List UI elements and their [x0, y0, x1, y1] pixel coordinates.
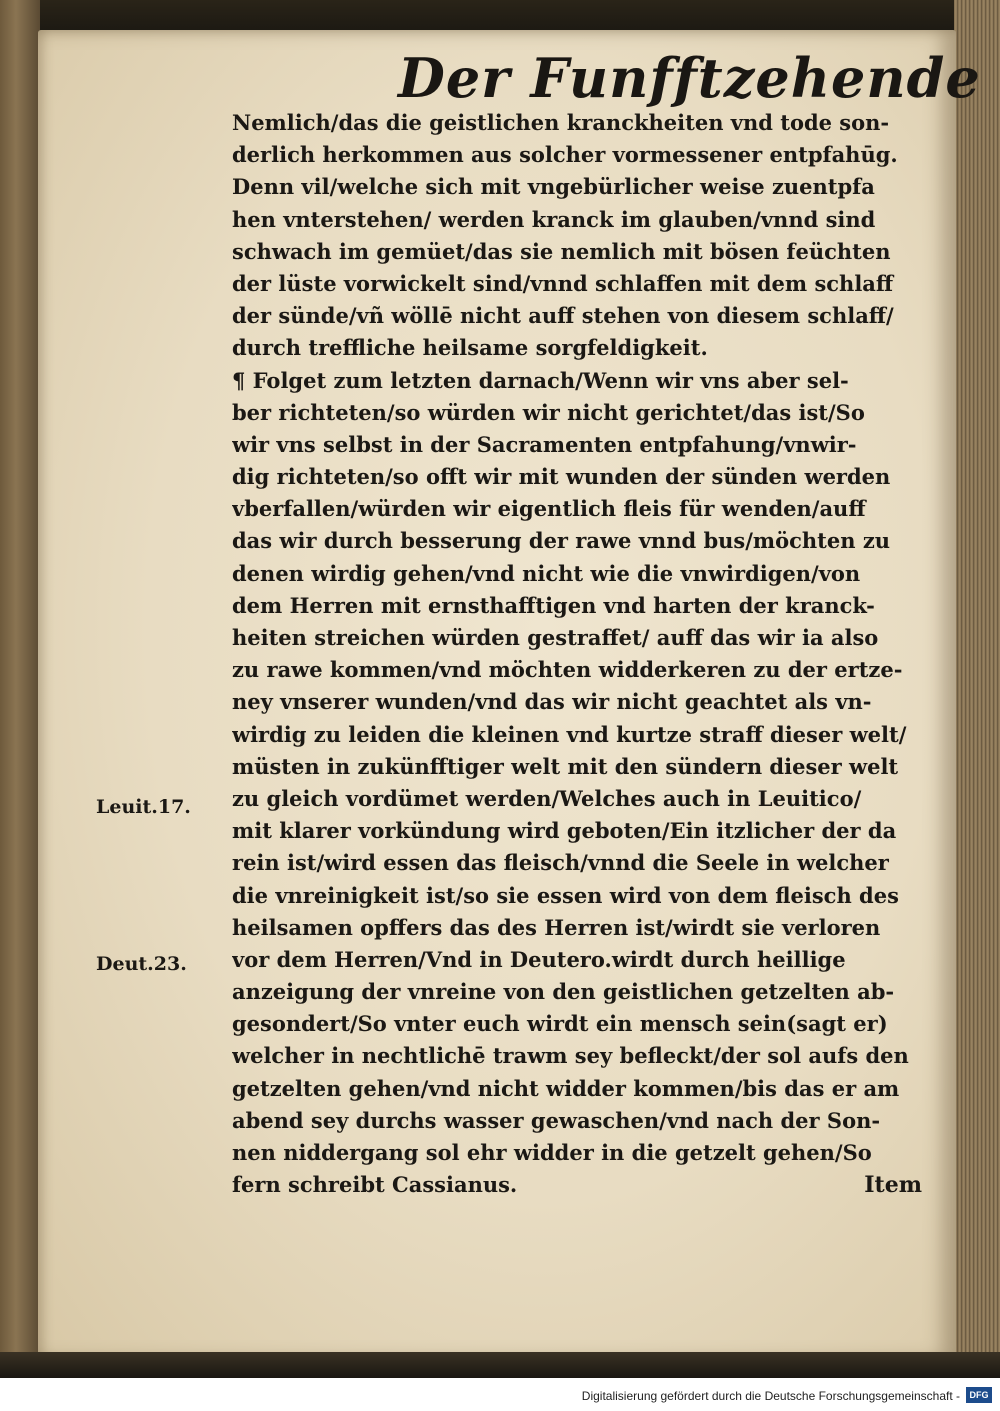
text-line: schwach im gemüet/das sie nemlich mit bösen feüchten: [232, 238, 891, 264]
catchword: Item: [864, 1172, 922, 1198]
margin-note-deuteronomy: Deut.23.: [96, 953, 187, 975]
footer-bar: [0, 1378, 1000, 1411]
book-top-edge: [0, 0, 1000, 34]
text-line: heiten streichen würden gestraffet/ auff das wir ia also: [232, 625, 879, 650]
text-line: vberfallen/würden wir eigentlich fleis für wenden/auff: [232, 496, 866, 522]
text-line: wir vns selbst in der Sacramenten entpfahung/vnwir-: [232, 431, 857, 457]
funding-notice: Digitalisierung gefördert durch die Deutsche Forschungsgemeinschaft -: [581, 1389, 960, 1403]
body-text: [232, 107, 922, 1201]
text-line: anzeigung der vnreine von den geistlichen getzelten ab-: [232, 979, 895, 1005]
text-line: wirdig zu leiden die kleinen vnd kurtze straff dieser welt/: [232, 721, 907, 747]
text-line: hen vnterstehen/ werden kranck im glauben/vnnd sind: [232, 206, 876, 232]
text-line: fern schreibt Cassianus.: [232, 1172, 518, 1198]
book-bottom-edge: [0, 1352, 1000, 1378]
text-line: Nemlich/das die geistlichen kranckheiten vnd tode son-: [232, 110, 890, 135]
text-line: dem Herren mit ernsthafftigen vnd harten der kranck-: [232, 592, 875, 618]
text-line: das wir durch besserung der rawe vnnd bus/möchten zu: [232, 528, 891, 554]
text-line: ber richteten/so würden wir nicht gerichtet/das ist/So: [232, 399, 865, 425]
text-line: getzelten gehen/vnd nicht widder kommen/bis das er am: [232, 1075, 900, 1101]
text-line: mit klarer vorkündung wird geboten/Ein itzlicher der da: [232, 818, 897, 844]
running-heading: Der Funfftzehende: [398, 46, 981, 110]
text-line: durch treffliche heilsame sorgfeldigkeit.: [232, 335, 708, 361]
text-line: der lüste vorwickelt sind/vnnd schlaffen mit dem schlaff: [232, 270, 894, 296]
text-line: abend sey durchs wasser gewaschen/vnd nach der Son-: [232, 1107, 881, 1133]
margin-note-leviticus: Leuit.17.: [96, 796, 191, 818]
text-line: zu gleich vordümet werden/Welches auch in Leuitico/: [232, 785, 862, 811]
text-line: die vnreinigkeit ist/so sie essen wird von dem fleisch des: [232, 882, 899, 908]
text-line: ney vnserer wunden/vnd das wir nicht geachtet als vn-: [232, 689, 872, 715]
book-page-edges: [954, 0, 1000, 1378]
text-line: nen niddergang sol ehr widder in die getzelt gehen/So: [232, 1140, 872, 1165]
text-line: Denn vil/welche sich mit vngebürlicher weise zuentpfa: [232, 174, 875, 200]
text-line: derlich herkommen aus solcher vormessener entpfahūg.: [232, 142, 898, 168]
dfg-logo-icon: DFG: [966, 1387, 992, 1403]
text-line: gesondert/So vnter euch wirdt ein mensch sein(sagt er): [232, 1011, 888, 1037]
text-line: ¶ Folget zum letzten darnach/Wenn wir vns aber sel-: [232, 367, 849, 393]
text-line: dig richteten/so offt wir mit wunden der sünden werden: [232, 464, 891, 490]
book-left-edge: [0, 0, 40, 1378]
text-line: vor dem Herren/Vnd in Deutero.wirdt durch heillige: [232, 946, 846, 972]
text-line: denen wirdig gehen/vnd nicht wie die vnwirdigen/von: [232, 560, 861, 586]
text-line: welcher in nechtlichē trawm sey befleckt/der sol aufs den: [232, 1043, 909, 1069]
text-line: zu rawe kommen/vnd möchten widderkeren zu der ertze-: [232, 657, 903, 683]
text-line: der sünde/vñ wöllē nicht auff stehen von diesem schlaff/: [232, 303, 894, 329]
text-line: heilsamen opffers das des Herren ist/wirdt sie verloren: [232, 914, 881, 940]
text-line: müsten in zukünfftiger welt mit den sündern dieser welt: [232, 753, 899, 779]
text-line: rein ist/wird essen das fleisch/vnnd die Seele in welcher: [232, 850, 889, 876]
